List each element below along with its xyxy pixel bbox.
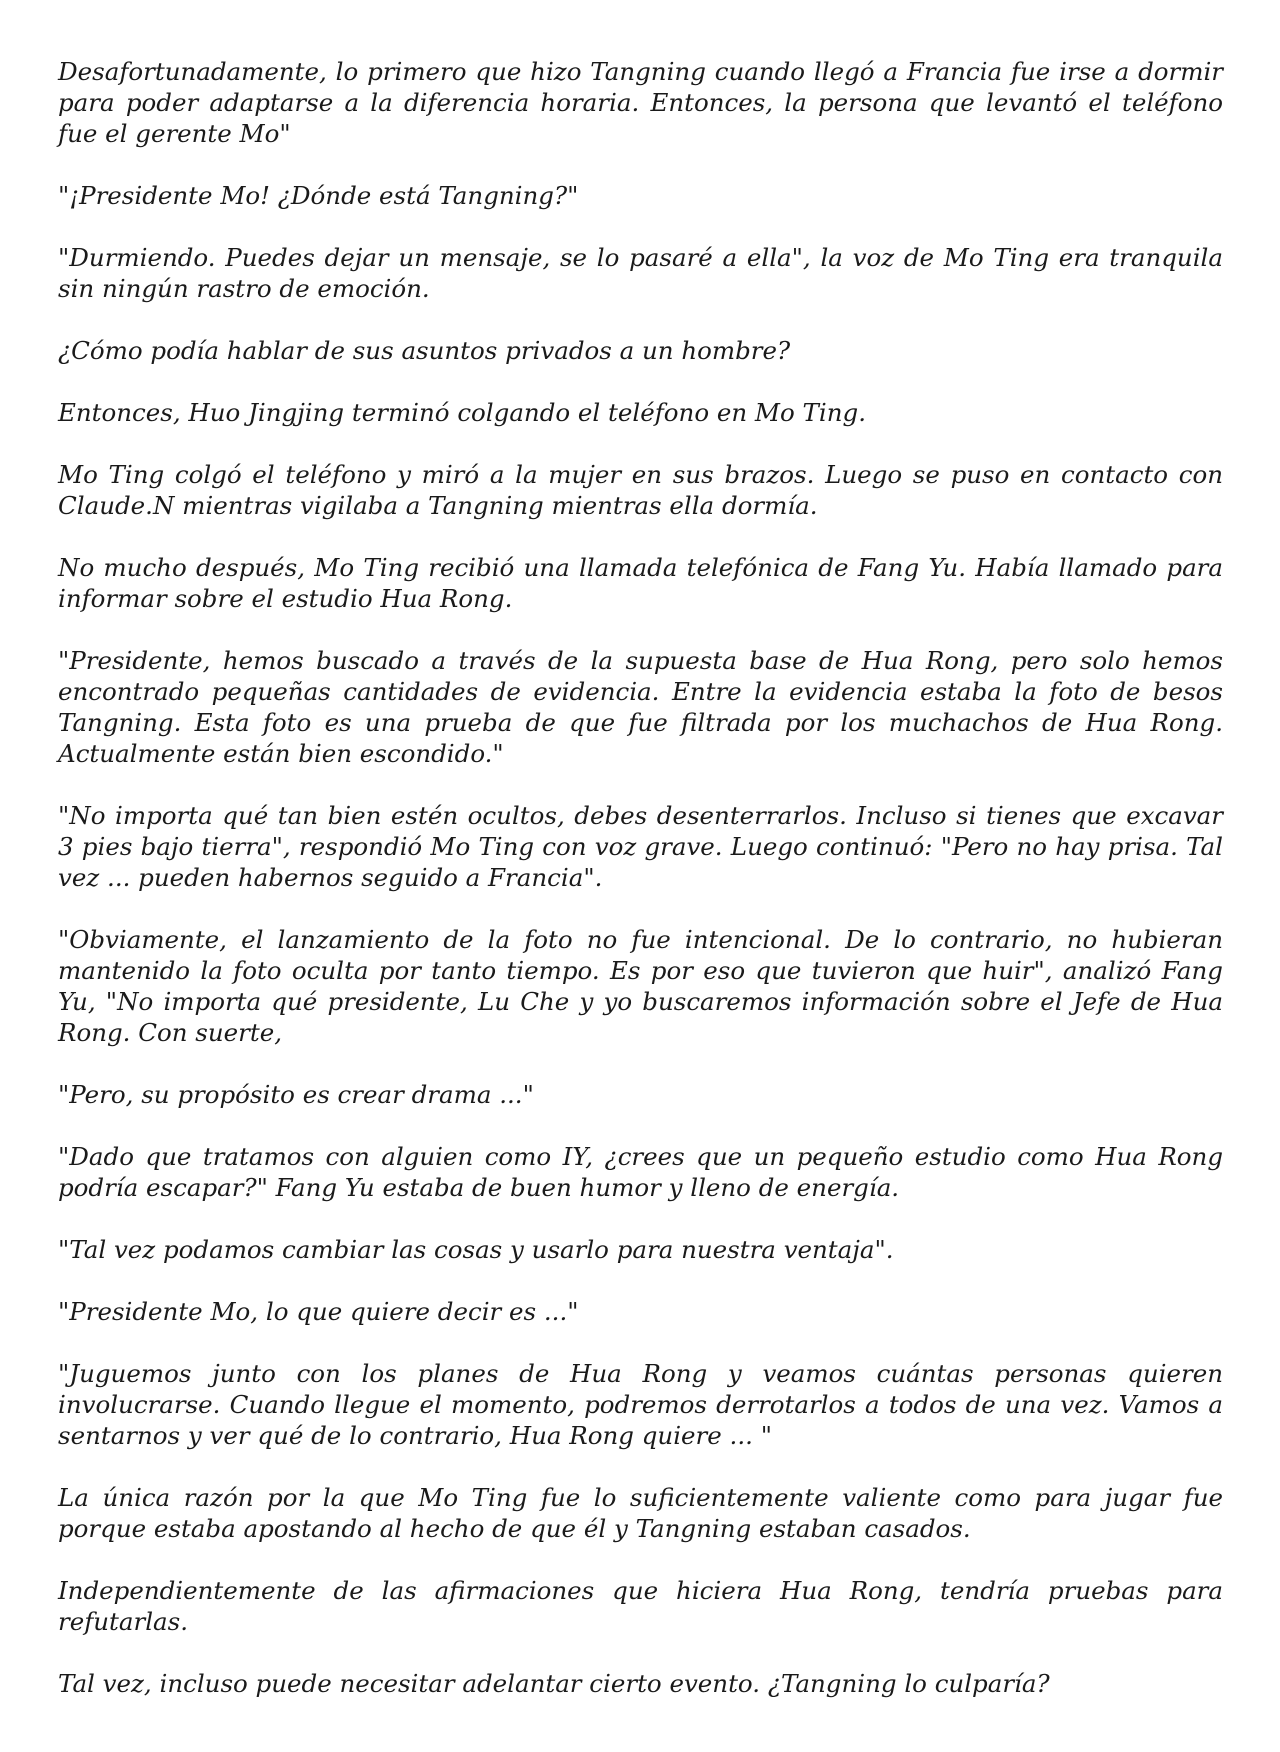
paragraph: Tal vez, incluso puede necesitar adelantar cierto evento. ¿Tangning lo culparía? bbox=[58, 1669, 1050, 1698]
paragraph: "Presidente, hemos buscado a través de la supuesta base de Hua Rong, pero solo hemos encontrado pequeñas cantidades de evidencia. Entre la evidencia estaba la foto de besos Tangning. Esta foto es una prueba de que fue filtrada por los muchachos de Hua Rong. Actualmente están bien escondido." bbox=[58, 646, 1223, 768]
document-body bbox=[58, 56, 1223, 1730]
paragraph: "Juguemos junto con los planes de Hua Rong y veamos cuántas personas quieren involucrarse. Cuando llegue el momento, podremos derrotarlos a todos de una vez. Vamos a sentarnos y ver qué de lo contrario, Hua Rong quiere ... " bbox=[58, 1359, 1223, 1450]
paragraph: "¡Presidente Mo! ¿Dónde está Tangning?" bbox=[58, 181, 579, 210]
paragraph: Independientemente de las afirmaciones que hiciera Hua Rong, tendría pruebas para refutarlas. bbox=[58, 1576, 1223, 1636]
paragraph: "Obviamente, el lanzamiento de la foto no fue intencional. De lo contrario, no hubieran mantenido la foto oculta por tanto tiempo. Es por eso que tuvieron que huir", analizó Fang Yu, "No importa qué presidente, Lu Che y yo buscaremos información sobre el Jefe de Hua Rong. Con suerte, bbox=[58, 925, 1223, 1047]
paragraph: ¿Cómo podía hablar de sus asuntos privados a un hombre? bbox=[58, 336, 791, 365]
paragraph: "Pero, su propósito es crear drama ..." bbox=[58, 1080, 534, 1109]
paragraph: Mo Ting colgó el teléfono y miró a la mujer en sus brazos. Luego se puso en contacto con Claude.N mientras vigilaba a Tangning mientras ella dormía. bbox=[58, 460, 1223, 520]
paragraph: "Dado que tratamos con alguien como IY, ¿crees que un pequeño estudio como Hua Rong podría escapar?" Fang Yu estaba de buen humor y lleno de energía. bbox=[58, 1142, 1223, 1202]
paragraph: "No importa qué tan bien estén ocultos, debes desenterrarlos. Incluso si tienes que excavar 3 pies bajo tierra", respondió Mo Ting con voz grave. Luego continuó: "Pero no hay prisa. Tal vez ... pueden habernos seguido a Francia". bbox=[58, 801, 1223, 892]
paragraph: "Presidente Mo, lo que quiere decir es ..." bbox=[58, 1297, 579, 1326]
paragraph: La única razón por la que Mo Ting fue lo suficientemente valiente como para jugar fue porque estaba apostando al hecho de que él y Tangning estaban casados. bbox=[58, 1483, 1223, 1543]
paragraph: "Tal vez podamos cambiar las cosas y usarlo para nuestra ventaja". bbox=[58, 1235, 894, 1264]
paragraph: Desafortunadamente, lo primero que hizo Tangning cuando llegó a Francia fue irse a dormir para poder adaptarse a la diferencia horaria. Entonces, la persona que levantó el teléfono fue el gerente Mo" bbox=[58, 57, 1223, 148]
paragraph: No mucho después, Mo Ting recibió una llamada telefónica de Fang Yu. Había llamado para informar sobre el estudio Hua Rong. bbox=[58, 553, 1223, 613]
paragraph: "Durmiendo. Puedes dejar un mensaje, se lo pasaré a ella", la voz de Mo Ting era tranquila sin ningún rastro de emoción. bbox=[58, 243, 1223, 303]
paragraph: Entonces, Huo Jingjing terminó colgando el teléfono en Mo Ting. bbox=[58, 398, 866, 427]
